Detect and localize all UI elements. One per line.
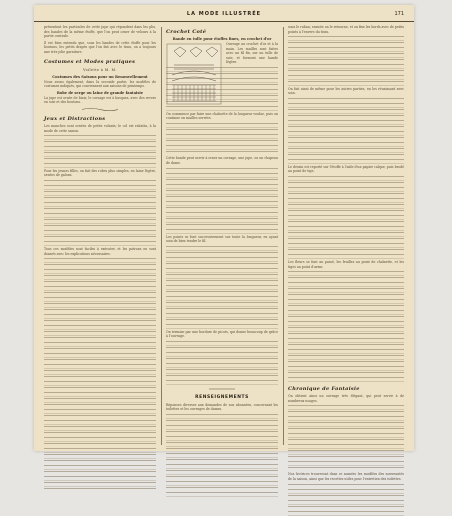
text-lines: [288, 243, 404, 248]
text-lines: [166, 274, 278, 279]
text-lines: [44, 269, 156, 274]
text-lines: [44, 426, 156, 431]
text-lines: [288, 204, 404, 209]
text-lines: [288, 120, 404, 125]
text-lines: [44, 337, 156, 342]
text-lines: [166, 123, 278, 128]
text-lines: [288, 109, 404, 114]
body-text: Tous ces modèles sont faciles à exécuter, et les patrons en sont donnés avec les explications nécessaires.: [44, 247, 156, 256]
text-lines: [288, 238, 404, 243]
text-lines: [44, 191, 156, 196]
text-lines: [44, 482, 156, 487]
text-lines: [166, 341, 278, 346]
text-lines: [166, 324, 278, 329]
text-lines: [166, 179, 278, 184]
body-text: Les fleurs se font au passé, les feuilles au point de chaînette, et les tiges au point d'arme.: [288, 259, 404, 269]
body-text: présentent les particules de cette jupe qui répondent dans les plis, des bandes de la même étoffe, que l'on peut orner de velours à la partie centrale.: [44, 25, 156, 39]
text-lines: [288, 511, 404, 516]
text-lines: [166, 263, 278, 268]
text-lines: [166, 101, 278, 106]
text-lines: [44, 135, 156, 140]
text-lines: [166, 308, 278, 313]
text-lines: [288, 467, 404, 472]
text-lines: [166, 268, 278, 273]
section-heading-crochet: Crochet Coté: [166, 29, 207, 35]
text-lines: [288, 344, 404, 349]
text-lines: [288, 484, 404, 489]
running-header: [34, 11, 414, 22]
text-lines: [166, 145, 278, 150]
text-lines: [288, 288, 404, 293]
text-lines: [288, 333, 404, 338]
text-lines: [288, 64, 404, 69]
text-lines: [288, 53, 404, 58]
text-lines: [166, 476, 278, 481]
newspaper-page: [34, 5, 414, 481]
text-lines: [166, 229, 278, 234]
text-lines: [166, 168, 278, 173]
body-text: sous le ruban; ensuite on le retourne, et on fixe les bords avec de petits points à l'envers du tissu.: [288, 25, 404, 34]
text-lines: [166, 224, 278, 229]
text-lines: [44, 320, 156, 325]
text-lines: [288, 316, 404, 321]
body-text: La jupe est ornée de biais; le corsage est à basques, avec des revers en soie et des boutons.: [44, 95, 156, 105]
text-lines: [288, 282, 404, 287]
text-lines: [288, 176, 404, 181]
text-lines: [44, 348, 156, 353]
text-lines: [166, 459, 278, 464]
text-lines: [288, 489, 404, 494]
text-lines: [44, 387, 156, 392]
text-lines: [166, 207, 278, 212]
text-lines: [288, 154, 404, 159]
text-lines: [44, 180, 156, 185]
text-lines: [166, 448, 278, 453]
section-heading-renseignements: RENSEIGNEMENTS: [195, 394, 249, 400]
text-lines: [288, 81, 404, 86]
ornament-divider: [207, 387, 237, 391]
text-lines: [166, 487, 278, 492]
text-lines: [44, 225, 156, 230]
body-text: On fait ainsi de même pour les autres parties, en les réunissant avec soin.: [288, 86, 404, 96]
text-lines: [288, 210, 404, 215]
text-lines: [288, 159, 404, 164]
text-lines: [288, 221, 404, 226]
text-lines: [44, 465, 156, 470]
text-lines: [44, 213, 156, 218]
text-lines: [288, 187, 404, 192]
text-lines: [288, 193, 404, 198]
text-lines: [166, 84, 278, 89]
text-lines: [288, 294, 404, 299]
text-lines: [44, 202, 156, 207]
text-lines: [288, 461, 404, 466]
text-lines: [288, 299, 404, 304]
text-lines: [44, 325, 156, 330]
text-lines: [166, 140, 278, 145]
body-text: Les points se font successivement sur toute la longueur, en ayant soin de bien tendre le fil.: [166, 234, 278, 244]
text-lines: [44, 420, 156, 425]
text-lines: [166, 285, 278, 290]
text-lines: [166, 280, 278, 285]
text-lines: [44, 163, 156, 168]
text-lines: [288, 249, 404, 254]
text-lines: [288, 70, 404, 75]
text-lines: [288, 131, 404, 136]
text-lines: [288, 327, 404, 332]
text-lines: [166, 380, 278, 385]
text-lines: [44, 331, 156, 336]
text-lines: [288, 137, 404, 142]
text-lines: [288, 495, 404, 500]
text-lines: [288, 126, 404, 131]
text-lines: [44, 398, 156, 403]
column-rule: [161, 27, 162, 445]
ornament-divider: [80, 107, 120, 112]
text-lines: [166, 257, 278, 262]
text-lines: [44, 197, 156, 202]
text-lines: [44, 286, 156, 291]
section-heading-jeux: Jeux et Distractions: [44, 115, 106, 122]
column-rule: [283, 27, 284, 445]
text-lines: [166, 252, 278, 257]
text-lines: [288, 232, 404, 237]
text-lines: [166, 313, 278, 318]
page-number: 171: [394, 11, 404, 17]
text-lines: [166, 414, 278, 419]
text-lines: [166, 296, 278, 301]
text-lines: [288, 198, 404, 203]
text-lines: [166, 190, 278, 195]
text-lines: [288, 305, 404, 310]
text-lines: [166, 358, 278, 363]
text-lines: [44, 219, 156, 224]
text-lines: [44, 432, 156, 437]
text-lines: [44, 488, 156, 493]
text-lines: [44, 297, 156, 302]
text-lines: [288, 439, 404, 444]
text-lines: [44, 309, 156, 314]
text-lines: [166, 106, 278, 111]
journal-title: LA MODE ILLUSTRÉE: [186, 11, 262, 17]
text-lines: [288, 36, 404, 41]
text-lines: [166, 470, 278, 475]
text-lines: [288, 366, 404, 371]
text-lines: [288, 411, 404, 416]
text-lines: [44, 409, 156, 414]
text-lines: [288, 433, 404, 438]
text-lines: [166, 363, 278, 368]
text-lines: [166, 73, 278, 78]
text-lines: [166, 352, 278, 357]
text-lines: [44, 185, 156, 190]
text-lines: [166, 347, 278, 352]
text-lines: [44, 152, 156, 157]
text-lines: [44, 146, 156, 151]
text-lines: [166, 319, 278, 324]
text-lines: [44, 258, 156, 263]
text-lines: [166, 184, 278, 189]
column-left: [44, 25, 156, 447]
text-lines: [166, 436, 278, 441]
text-lines: [288, 405, 404, 410]
text-lines: [288, 338, 404, 343]
body-text: Ouvrage au crochet d'or et à la main. Les mailles sont faites avec un fil fin, sur un tulle de soie, et forment une bande légère.: [226, 42, 278, 65]
text-lines: [166, 481, 278, 486]
text-lines: [44, 454, 156, 459]
text-lines: [44, 359, 156, 364]
body-text: Nous avons également, dans la seconde partie, les modèles de costumes indiqués, qui conviennent aux saisons de printemps.: [44, 79, 156, 89]
text-lines: [44, 460, 156, 465]
text-lines: [166, 420, 278, 425]
text-lines: [288, 310, 404, 315]
text-lines: [288, 416, 404, 421]
text-lines: [44, 381, 156, 386]
subheading: Bande en tulle pour étoffes fines, en crochet d'or: [172, 37, 272, 41]
text-lines: [44, 471, 156, 476]
text-lines: [288, 47, 404, 52]
text-lines: [44, 364, 156, 369]
body-text: Cette bande peut servir à orner un corsage, une jupe, ou un chapeau de dame.: [166, 156, 278, 166]
text-lines: [166, 151, 278, 156]
text-lines: [44, 392, 156, 397]
text-lines: [44, 404, 156, 409]
text-lines: [166, 291, 278, 296]
text-lines: [44, 281, 156, 286]
text-lines: [44, 158, 156, 163]
text-lines: [44, 275, 156, 280]
text-lines: [44, 443, 156, 448]
text-lines: [288, 277, 404, 282]
text-lines: [44, 353, 156, 358]
text-lines: [288, 115, 404, 120]
body-text: Réponses diverses aux demandes de nos abonnées, concernant les toilettes et les ouvrages de dames.: [166, 402, 278, 412]
text-lines: [288, 321, 404, 326]
text-lines: [166, 246, 278, 251]
text-lines: [288, 182, 404, 187]
body-text: On obtient ainsi un ouvrage très élégant, qui peut servir à de nombreux usages.: [288, 394, 404, 403]
text-lines: [288, 254, 404, 259]
text-lines: [44, 448, 156, 453]
column-right: [288, 25, 404, 481]
body-text: Il est bien entendu que, sous les bandes de cette étoffe pour les boutons, les petits drapés que l'on fait avec le tissu, on a toujours une très jolie garniture.: [44, 40, 156, 54]
text-lines: [166, 218, 278, 223]
text-lines: [44, 303, 156, 308]
text-lines: [44, 476, 156, 481]
text-lines: [44, 236, 156, 241]
section-heading-costumes: Costumes et Modes pratiques: [44, 58, 136, 65]
text-lines: [166, 369, 278, 374]
text-lines: [44, 292, 156, 297]
text-lines: [288, 103, 404, 108]
text-lines: [166, 95, 278, 100]
text-lines: [166, 129, 278, 134]
text-lines: [44, 437, 156, 442]
text-lines: [44, 241, 156, 246]
text-lines: [288, 271, 404, 276]
body-text: Le dessin est reporté sur l'étoffe à l'aide d'un papier calque, puis brodé au point de tige.: [288, 164, 404, 174]
text-lines: [288, 444, 404, 449]
text-lines: [166, 196, 278, 201]
text-lines: [166, 492, 278, 497]
body-text: Les manches sont ornées de petits volants; le col est rabattu, à la mode de cette saison.: [44, 123, 156, 133]
text-lines: [166, 453, 278, 458]
text-lines: [288, 142, 404, 147]
text-lines: [166, 464, 278, 469]
text-lines: [44, 208, 156, 213]
body-text: On commence par faire une chaînette de la longueur voulue, puis on continue en mailles serrées.: [166, 111, 278, 121]
text-lines: [166, 78, 278, 83]
column-middle: [166, 25, 278, 447]
text-lines: [44, 342, 156, 347]
text-lines: [288, 355, 404, 360]
text-lines: [166, 425, 278, 430]
text-lines: [44, 230, 156, 235]
text-lines: [288, 148, 404, 153]
text-lines: [44, 141, 156, 146]
text-lines: [288, 428, 404, 433]
text-lines: [44, 376, 156, 381]
text-lines: [44, 314, 156, 319]
text-lines: [288, 59, 404, 64]
subheading: Robe de serge ou laine de grande fantaisie: [56, 90, 144, 95]
text-lines: [166, 375, 278, 380]
text-lines: [288, 349, 404, 354]
body-text: Pour les jeunes filles, on fait des robes plus simples, en laine légère, ornées de galons.: [44, 168, 156, 178]
text-lines: [288, 361, 404, 366]
text-lines: [288, 450, 404, 455]
text-lines: [166, 442, 278, 447]
text-lines: [288, 456, 404, 461]
text-lines: [288, 506, 404, 511]
section-heading-chroniques: Chronique de Fantaisie: [288, 386, 360, 392]
text-lines: [288, 42, 404, 47]
text-lines: [166, 67, 278, 72]
text-lines: [288, 75, 404, 80]
text-lines: [166, 89, 278, 94]
text-lines: [288, 215, 404, 220]
text-lines: [44, 370, 156, 375]
text-lines: [166, 302, 278, 307]
text-lines: [288, 422, 404, 427]
body-text: On termine par une bordure de picots, qui donne beaucoup de grâce à l'ouvrage.: [166, 329, 278, 339]
text-lines: [288, 226, 404, 231]
text-lines: [288, 500, 404, 505]
body-text: Nos lectrices trouveront dans ce numéro les modèles des nouveautés de la saison, ainsi que les recettes utiles pour l'entretien des toilettes.: [288, 472, 404, 481]
text-lines: [166, 173, 278, 178]
text-lines: [44, 415, 156, 420]
text-lines: [44, 264, 156, 269]
text-lines: [166, 431, 278, 436]
text-lines: [288, 98, 404, 103]
text-lines: [288, 372, 404, 377]
text-lines: [166, 212, 278, 217]
text-lines: [166, 134, 278, 139]
text-lines: [166, 201, 278, 206]
text-lines: [288, 377, 404, 382]
subheading: Costumes des Saisons pour un Renouvellement: [52, 74, 148, 79]
section-intro: Voilette à M. M.: [83, 67, 117, 72]
